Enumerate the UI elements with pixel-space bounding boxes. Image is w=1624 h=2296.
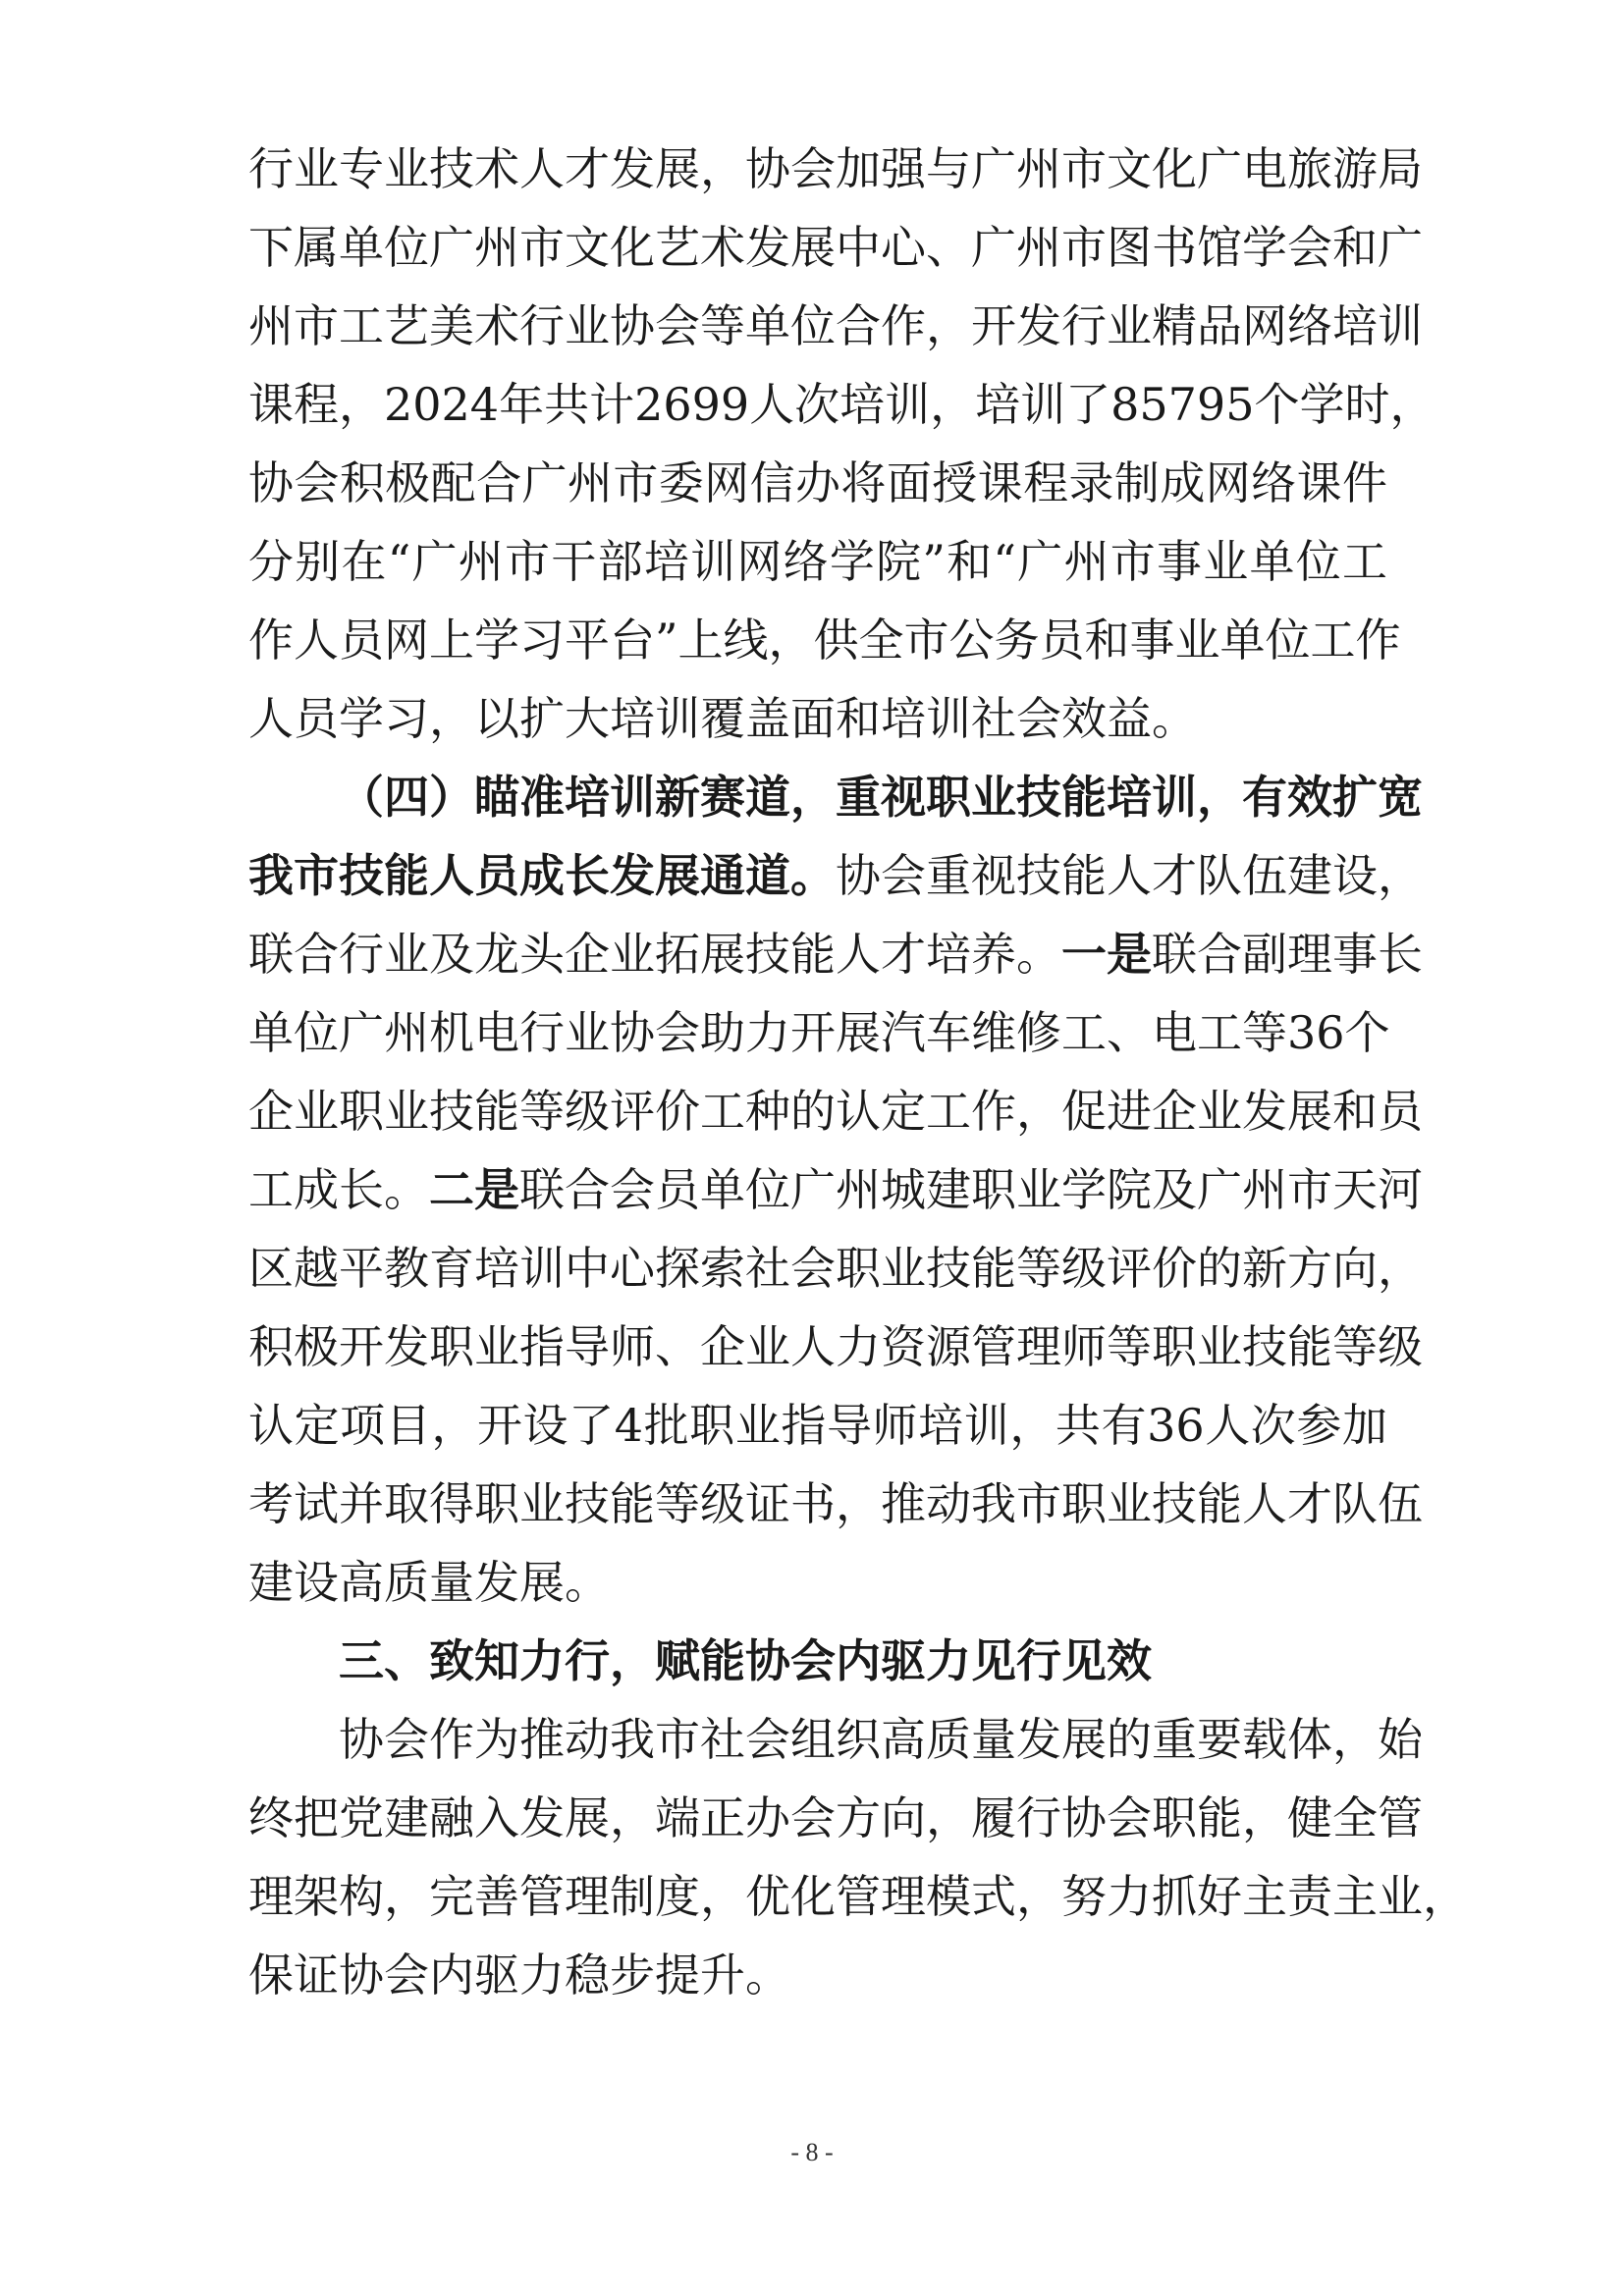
section-4-heading: （四）瞄准培训新赛道，重视职业技能培训，有效扩宽 bbox=[339, 771, 1423, 824]
paragraph-line: 区越平教育培训中心探索社会职业技能等级评价的新方向， bbox=[248, 1242, 1423, 1295]
section-3-heading: 三、致知力行，赋能协会内驱力见行见效 bbox=[339, 1634, 1152, 1687]
text-run: 联合副理事长 bbox=[1152, 928, 1423, 981]
paragraph-line: 人员学习，以扩大培训覆盖面和培训社会效益。 bbox=[248, 692, 1197, 745]
text-run: 协会重视技能人才队伍建设， bbox=[836, 849, 1423, 902]
paragraph-line: 行业专业技术人才发展，协会加强与广州市文化广电旅游局 bbox=[248, 142, 1423, 195]
emphasis-label: 一是 bbox=[1061, 928, 1152, 981]
text-run: 联合行业及龙头企业拓展技能人才培养。 bbox=[248, 928, 1061, 981]
paragraph-line: 建设高质量发展。 bbox=[248, 1556, 610, 1609]
paragraph-line: 课程，2024年共计2699人次培训，培训了85795个学时， bbox=[248, 378, 1435, 431]
paragraph-line: 保证协会内驱力稳步提升。 bbox=[248, 1949, 790, 2002]
section-4-heading-line bbox=[339, 758, 1423, 836]
paragraph-line: 认定项目，开设了4批职业指导师培训，共有36人次参加 bbox=[248, 1399, 1387, 1452]
text-run: 联合会员单位广州城建职业学院及广州市天河 bbox=[519, 1163, 1423, 1216]
paragraph-line: 分别在“广州市干部培训网络学院”和“广州市事业单位工 bbox=[248, 535, 1387, 588]
paragraph-line: 州市工艺美术行业协会等单位合作，开发行业精品网络培训 bbox=[248, 299, 1423, 352]
paragraph-line: 单位广州机电行业协会助力开展汽车维修工、电工等36个 bbox=[248, 1006, 1390, 1059]
text-run: 工成长。 bbox=[248, 1163, 429, 1216]
paragraph-line bbox=[248, 1150, 1423, 1229]
paragraph-line: 积极开发职业指导师、企业人力资源管理师等职业技能等级 bbox=[248, 1320, 1423, 1373]
section-4-heading-cont: 我市技能人员成长发展通道。 bbox=[248, 849, 836, 902]
paragraph-line: 考试并取得职业技能等级证书，推动我市职业技能人才队伍 bbox=[248, 1477, 1423, 1530]
paragraph-line: 协会作为推动我市社会组织高质量发展的重要载体，始 bbox=[339, 1713, 1423, 1766]
emphasis-label: 二是 bbox=[429, 1163, 519, 1216]
paragraph-line: 作人员网上学习平台”上线，供全市公务员和事业单位工作 bbox=[248, 614, 1401, 667]
page-number: - 8 - bbox=[790, 2138, 834, 2166]
paragraph-line: 企业职业技能等级评价工种的认定工作，促进企业发展和员 bbox=[248, 1085, 1423, 1138]
paragraph-line: 终把党建融入发展，端正办会方向，履行协会职能，健全管 bbox=[248, 1791, 1423, 1844]
paragraph-line bbox=[248, 915, 1423, 993]
paragraph-line bbox=[248, 836, 1423, 915]
paragraph-line: 协会积极配合广州市委网信办将面授课程录制成网络课件 bbox=[248, 456, 1387, 509]
paragraph-line: 下属单位广州市文化艺术发展中心、广州市图书馆学会和广 bbox=[248, 221, 1423, 274]
paragraph-line: 理架构，完善管理制度，优化管理模式，努力抓好主责主业， bbox=[248, 1870, 1468, 1923]
